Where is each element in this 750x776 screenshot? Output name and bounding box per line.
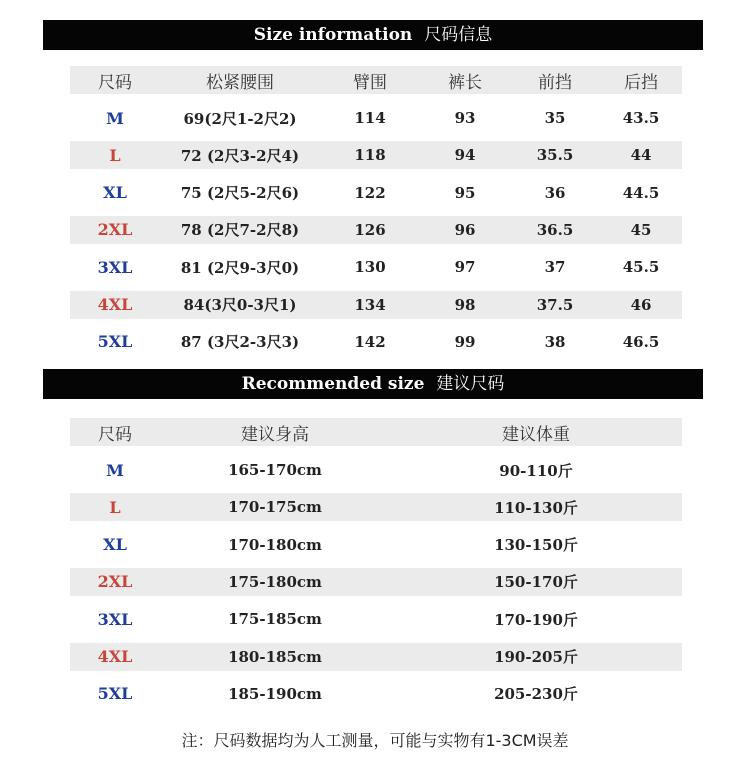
size-label: 2XL xyxy=(97,572,133,592)
weight-value: 110-130斤 xyxy=(494,498,578,517)
back-rise-value: 46 xyxy=(630,295,652,314)
size-information-banner xyxy=(43,20,703,50)
length-value: 97 xyxy=(454,258,476,277)
recommend-row xyxy=(70,643,682,671)
front-rise-value: 35.5 xyxy=(536,146,574,165)
arm-value: 126 xyxy=(354,220,386,239)
size-row xyxy=(70,291,682,319)
size-information-title-cn: 尺码信息 xyxy=(424,25,493,45)
front-rise-value: 38 xyxy=(544,332,566,351)
size-label: L xyxy=(109,145,121,165)
recommend-row xyxy=(70,680,682,708)
size-label: 3XL xyxy=(97,257,133,277)
waist-value: 69(2尺1-2尺2) xyxy=(183,109,297,128)
size-row xyxy=(70,216,682,244)
size-row xyxy=(70,253,682,281)
height-value: 180-185cm xyxy=(228,647,322,666)
length-value: 96 xyxy=(454,220,476,239)
waist-value: 78 (2尺7-2尺8) xyxy=(180,221,300,240)
arm-value: 142 xyxy=(354,332,386,351)
weight-value: 130-150斤 xyxy=(494,536,578,555)
weight-value: 205-230斤 xyxy=(494,685,578,704)
header-waist: 松紧腰围 xyxy=(206,72,274,93)
size-label: 4XL xyxy=(97,647,133,666)
recommend-row xyxy=(70,605,682,633)
back-rise-value: 44.5 xyxy=(622,183,660,202)
size-label: M xyxy=(106,108,124,128)
size-label: XL xyxy=(103,535,127,555)
waist-value: 75 (2尺5-2尺6) xyxy=(180,184,300,203)
size-label: 4XL xyxy=(97,295,133,314)
waist-value: 81 (2尺9-3尺0) xyxy=(180,258,300,277)
size-row xyxy=(70,179,682,207)
length-value: 93 xyxy=(454,109,476,127)
recommend-row xyxy=(70,493,682,521)
waist-value: 87 (3尺2-3尺3) xyxy=(180,333,300,352)
front-rise-value: 37.5 xyxy=(536,295,574,314)
header-front-rise: 前挡 xyxy=(538,72,572,93)
front-rise-value: 36.5 xyxy=(536,220,574,239)
size-row xyxy=(70,141,682,169)
size-row xyxy=(70,328,682,356)
back-rise-value: 43.5 xyxy=(622,109,660,127)
back-rise-value: 45.5 xyxy=(622,258,660,277)
height-value: 170-175cm xyxy=(228,498,322,517)
weight-value: 170-190斤 xyxy=(494,610,578,629)
size-label: L xyxy=(109,497,121,517)
arm-value: 118 xyxy=(354,146,386,165)
height-value: 175-185cm xyxy=(228,610,322,629)
back-rise-value: 45 xyxy=(630,220,652,239)
length-value: 98 xyxy=(454,295,476,314)
weight-value: 190-205斤 xyxy=(494,648,578,666)
arm-value: 130 xyxy=(354,258,386,277)
front-rise-value: 36 xyxy=(544,183,566,202)
height-value: 185-190cm xyxy=(228,684,322,703)
arm-value: 134 xyxy=(354,295,386,314)
height-value: 175-180cm xyxy=(228,572,322,591)
header-length: 裤长 xyxy=(448,72,482,93)
weight-value: 90-110斤 xyxy=(499,461,573,480)
size-information-title-en: Size information xyxy=(253,25,413,45)
size-label: 2XL xyxy=(97,220,133,240)
length-value: 94 xyxy=(454,146,476,165)
back-rise-value: 44 xyxy=(630,146,652,165)
arm-value: 122 xyxy=(354,183,386,202)
header-size: 尺码 xyxy=(98,424,132,445)
weight-value: 150-170斤 xyxy=(494,573,578,592)
height-value: 170-180cm xyxy=(228,535,322,554)
size-table-header xyxy=(70,66,682,94)
header-size: 尺码 xyxy=(98,72,132,93)
header-back-rise: 后挡 xyxy=(624,72,658,93)
recommended-size-banner xyxy=(43,369,703,399)
arm-value: 114 xyxy=(354,109,386,127)
size-row xyxy=(70,104,682,132)
back-rise-value: 46.5 xyxy=(622,332,660,351)
height-value: 165-170cm xyxy=(228,461,322,479)
measurement-note: 注：尺码数据均为人工测量，可能与实物有1-3CM误差 xyxy=(181,731,569,750)
header-weight: 建议体重 xyxy=(502,424,570,445)
length-value: 99 xyxy=(454,332,476,351)
waist-value: 84(3尺0-3尺1) xyxy=(183,296,297,314)
recommend-row xyxy=(70,531,682,559)
waist-value: 72 (2尺3-2尺4) xyxy=(180,146,300,165)
length-value: 95 xyxy=(454,183,476,202)
recommend-table-header xyxy=(70,418,682,446)
recommend-row xyxy=(70,456,682,484)
recommended-size-title-cn: 建议尺码 xyxy=(436,374,505,394)
size-label: 5XL xyxy=(97,332,133,352)
header-arm: 臂围 xyxy=(353,72,387,93)
size-label: 3XL xyxy=(97,609,133,629)
size-label: XL xyxy=(103,183,127,203)
size-label: M xyxy=(106,460,124,480)
front-rise-value: 37 xyxy=(544,258,566,277)
header-height: 建议身高 xyxy=(241,424,309,445)
front-rise-value: 35 xyxy=(544,109,566,127)
size-label: 5XL xyxy=(97,684,133,704)
recommend-row xyxy=(70,568,682,596)
recommended-size-title-en: Recommended size xyxy=(241,374,425,394)
